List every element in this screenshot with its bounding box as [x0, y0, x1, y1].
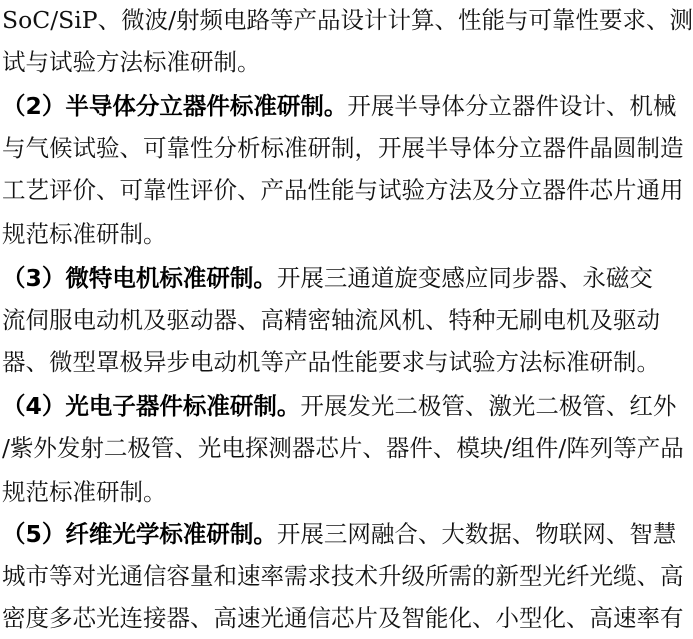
text-line-4 [2, 128, 684, 168]
section-heading: （5）纤维光学标准研制。 [2, 520, 277, 548]
section-heading: （2）半导体分立器件标准研制。 [2, 92, 348, 120]
body-text: 开展三通道旋变感应同步器、永磁交 [276, 264, 653, 292]
body-text: 规范标准研制。 [2, 220, 167, 248]
text-line-3 [2, 86, 677, 126]
text-line-6 [2, 214, 638, 254]
text-line-10 [2, 386, 677, 426]
text-line-8 [2, 300, 660, 340]
text-line-5 [2, 170, 684, 210]
body-text: 开展半导体分立器件设计、机械 [347, 92, 677, 120]
section-heading: （3）微特电机标准研制。 [2, 264, 277, 292]
body-text: 密度多芯光连接器、高速光通信芯片及智能化、小型化、高速率有 [2, 604, 684, 632]
document-page [2, 0, 693, 639]
body-text: 试与试验方法标准研制。 [2, 48, 261, 76]
body-text: 器、微型罩极异步电动机等产品性能要求与试验方法标准研制。 [2, 348, 660, 376]
text-line-12 [2, 472, 638, 512]
body-text: 开展发光二极管、激光二极管、红外 [300, 392, 677, 420]
body-text: 城市等对光通信容量和速率需求技术升级所需的新型光纤光缆、高 [2, 562, 684, 590]
text-line-9 [2, 342, 660, 382]
body-text: 开展三网融合、大数据、物联网、智慧 [276, 520, 677, 548]
body-text: /紫外发射二极管、光电探测器芯片、器件、模块/组件/阵列等产品 [2, 434, 684, 462]
text-line-13 [2, 514, 677, 554]
body-text: 与气候试验、可靠性分析标准研制，开展半导体分立器件晶圆制造 [2, 134, 684, 162]
body-text: SoC/SiP、微波/射频电路等产品设计计算、性能与可靠性要求、测 [2, 6, 693, 34]
text-line-2 [2, 42, 638, 82]
text-line-7 [2, 258, 653, 298]
section-heading: （4）光电子器件标准研制。 [2, 392, 301, 420]
text-line-11 [2, 428, 684, 468]
text-line-1 [2, 0, 693, 40]
text-line-15 [2, 598, 684, 638]
body-text: 流伺服电动机及驱动器、高精密轴流风机、特种无刷电机及驱动 [2, 306, 660, 334]
body-text: 规范标准研制。 [2, 478, 167, 506]
text-line-14 [2, 556, 684, 596]
body-text: 工艺评价、可靠性评价、产品性能与试验方法及分立器件芯片通用 [2, 176, 684, 204]
